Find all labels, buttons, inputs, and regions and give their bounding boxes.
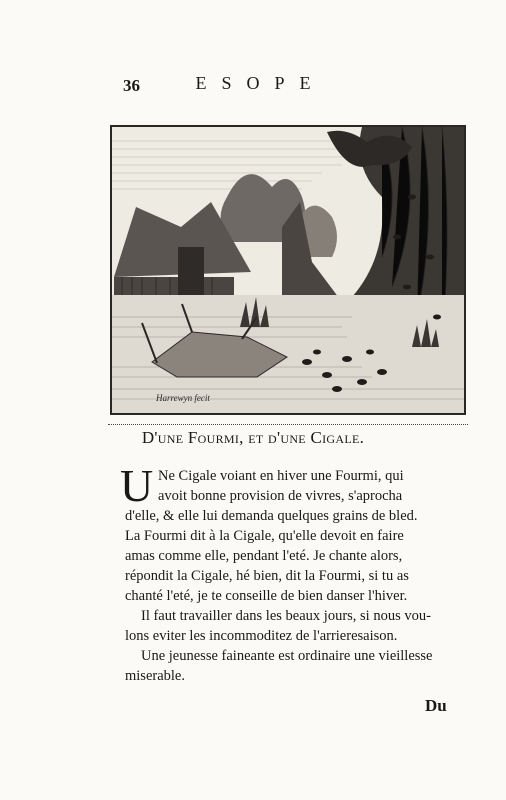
- text-line: lons eviter les incommoditez de l'arrieresaison.: [125, 628, 398, 644]
- fable-engraving: [110, 125, 466, 415]
- text-line: avoit bonne provision de vivres, s'aprocha: [158, 488, 403, 504]
- text-line: miserable.: [125, 668, 185, 684]
- text-line: Ne Cigale voiant en hiver une Fourmi, qui: [158, 468, 404, 484]
- text-line: Il faut travailler dans les beaux jours, si nous vou-: [141, 608, 431, 624]
- text-line: La Fourmi dit à la Cigale, qu'elle devoit en faire: [125, 528, 404, 544]
- divider-rule: [108, 424, 468, 425]
- drop-cap: U: [120, 460, 154, 511]
- engraving-artwork: [112, 127, 464, 413]
- text-line: chanté l'eté, je te conseille de bien danser l'hiver.: [125, 588, 408, 604]
- page-number: 36: [123, 76, 140, 95]
- fable-title: D'une Fourmi, et d'une Cigale.: [141, 428, 365, 447]
- text-line: d'elle, & elle lui demanda quelques grains de bled.: [125, 508, 418, 524]
- text-line: amas comme elle, pendant l'eté. Je chante alors,: [125, 548, 403, 564]
- running-head: ESOPE: [195, 73, 326, 93]
- engraver-signature: Harrewyn fecit: [156, 393, 210, 403]
- catchword: Du: [425, 696, 447, 715]
- text-line: Une jeunesse faineante est ordinaire une vieillesse: [141, 648, 433, 664]
- text-line: répondit la Cigale, hé bien, dit la Fourmi, si tu as: [125, 568, 409, 584]
